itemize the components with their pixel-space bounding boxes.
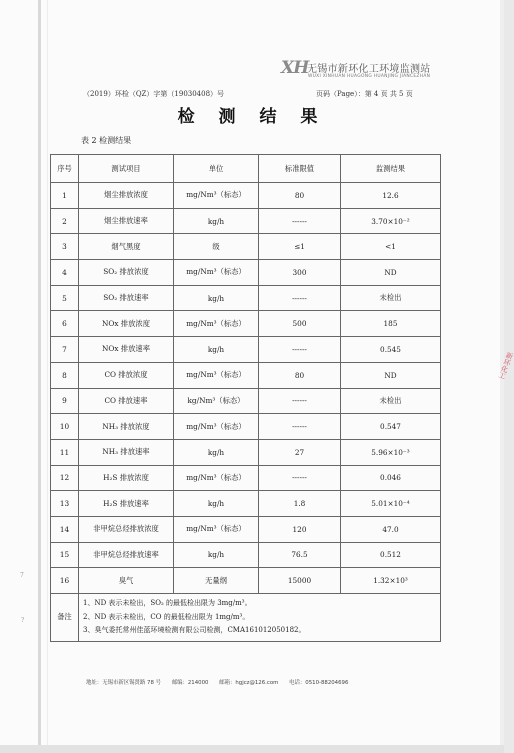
cell-result: ND	[341, 260, 441, 286]
cell-result: ND	[341, 362, 441, 388]
cell-limit: 76.5	[259, 542, 341, 568]
margin-mark: 7	[20, 572, 24, 579]
cell-limit: ------	[259, 208, 341, 234]
cell-seq: 8	[51, 362, 79, 388]
cell-unit: kg/h	[174, 337, 259, 363]
org-name: 无锡市新环化工环境监测站	[307, 64, 431, 75]
cell-unit: 无量纲	[174, 568, 259, 594]
cell-result: 12.6	[341, 183, 441, 209]
cell-test-item: 烟尘排放速率	[79, 208, 174, 234]
cell-seq: 15	[51, 542, 79, 568]
cell-result: 47.0	[341, 516, 441, 542]
cell-test-item: NOx 排放速率	[79, 337, 174, 363]
cell-result: <1	[341, 234, 441, 260]
cell-limit: 1.8	[259, 491, 341, 517]
table-row	[51, 311, 441, 337]
header-result: 监测结果	[341, 155, 441, 183]
cell-result: 0.547	[341, 414, 441, 440]
cell-test-item: SO₂ 排放浓度	[79, 260, 174, 286]
cell-limit: 15000	[259, 568, 341, 594]
table-row	[51, 516, 441, 542]
table-row	[51, 491, 441, 517]
footer	[86, 678, 357, 686]
org-name-en: WUXI XINHUAN HUAGONG HUANJING JIANCEZHAN	[308, 74, 431, 79]
logo-mark: XH	[281, 58, 309, 78]
table-row	[51, 439, 441, 465]
cell-limit: ≤1	[259, 234, 341, 260]
page-edge-bottom	[0, 745, 504, 753]
cell-limit: 300	[259, 260, 341, 286]
cell-result: 5.01×10⁻⁴	[341, 491, 441, 517]
table-row	[51, 183, 441, 209]
cell-result: 0.046	[341, 465, 441, 491]
cell-test-item: NH₃ 排放浓度	[79, 414, 174, 440]
footer-address: 地址：无锡市新区锡贤路 78 号	[86, 680, 161, 686]
cell-limit: ------	[259, 388, 341, 414]
cell-result: 3.70×10⁻²	[341, 208, 441, 234]
cell-test-item: CO 排放浓度	[79, 362, 174, 388]
table-row	[51, 234, 441, 260]
note-line: 1、ND 表示未检出，SO₂ 的最低检出限为 3mg/m³。	[83, 599, 252, 607]
table-row	[51, 362, 441, 388]
cell-seq: 12	[51, 465, 79, 491]
document-number: （2019）环检（QZ）字第（19030408）号	[83, 90, 225, 98]
cell-seq: 6	[51, 311, 79, 337]
cell-seq: 7	[51, 337, 79, 363]
header-unit: 单位	[174, 155, 259, 183]
cell-limit: ------	[259, 337, 341, 363]
footer-email: 邮箱：hgjcz@126.com	[219, 680, 279, 686]
cell-seq: 13	[51, 491, 79, 517]
cell-limit: 27	[259, 439, 341, 465]
cell-limit: 500	[259, 311, 341, 337]
footer-postcode: 邮编：214000	[171, 680, 209, 686]
cell-result: 0.545	[341, 337, 441, 363]
table-row	[51, 414, 441, 440]
cell-test-item: CO 排放速率	[79, 388, 174, 414]
cell-test-item: NH₃ 排放速率	[79, 439, 174, 465]
cell-unit: mg/Nm³（标态）	[174, 414, 259, 440]
cell-test-item: 烟尘排放浓度	[79, 183, 174, 209]
cell-seq: 9	[51, 388, 79, 414]
cell-unit: kg/h	[174, 439, 259, 465]
cell-unit: mg/Nm³（标态）	[174, 516, 259, 542]
cell-result: 0.512	[341, 542, 441, 568]
cell-result: 5.96×10⁻³	[341, 439, 441, 465]
cell-unit: 级	[174, 234, 259, 260]
seal-stamp-fragment: 新环化工	[497, 351, 514, 381]
cell-seq: 5	[51, 285, 79, 311]
cell-limit: 80	[259, 183, 341, 209]
cell-seq: 14	[51, 516, 79, 542]
table-row	[51, 542, 441, 568]
margin-mark: ?	[21, 617, 25, 624]
cell-test-item: NOx 排放浓度	[79, 311, 174, 337]
cell-unit: kg/h	[174, 208, 259, 234]
notes-content	[79, 594, 441, 642]
note-line: 3、臭气委托常州佳蓝环境检测有限公司检测，CMA161012050182。	[83, 626, 306, 634]
cell-test-item: 非甲烷总烃排放浓度	[79, 516, 174, 542]
cell-limit: ------	[259, 465, 341, 491]
cell-seq: 10	[51, 414, 79, 440]
notes-row	[51, 594, 441, 642]
cell-unit: mg/Nm³（标态）	[174, 260, 259, 286]
header-test-item: 测试项目	[79, 155, 174, 183]
cell-seq: 3	[51, 234, 79, 260]
cell-limit: 120	[259, 516, 341, 542]
cell-unit: kg/Nm³（标态）	[174, 388, 259, 414]
cell-test-item: H₂S 排放速率	[79, 491, 174, 517]
cell-unit: mg/Nm³（标态）	[174, 311, 259, 337]
header-limit: 标准限值	[259, 155, 341, 183]
cell-result: 未检出	[341, 285, 441, 311]
cell-unit: kg/h	[174, 491, 259, 517]
cell-seq: 11	[51, 439, 79, 465]
cell-result: 未检出	[341, 388, 441, 414]
cell-limit: ------	[259, 414, 341, 440]
cell-seq: 1	[51, 183, 79, 209]
table-row	[51, 388, 441, 414]
cell-unit: mg/Nm³（标态）	[174, 183, 259, 209]
table-header-row	[51, 155, 441, 183]
cell-unit: mg/Nm³（标态）	[174, 465, 259, 491]
cell-test-item: H₂S 排放浓度	[79, 465, 174, 491]
table-row	[51, 208, 441, 234]
cell-seq: 2	[51, 208, 79, 234]
table-row	[51, 260, 441, 286]
cell-seq: 16	[51, 568, 79, 594]
page-title: 检 测 结 果	[177, 107, 327, 127]
cell-test-item: 臭气	[79, 568, 174, 594]
cell-unit: mg/Nm³（标态）	[174, 362, 259, 388]
cell-limit: ------	[259, 285, 341, 311]
cell-test-item: 非甲烷总烃排放速率	[79, 542, 174, 568]
results-table	[50, 154, 441, 642]
notes-label: 备注	[51, 594, 79, 642]
cell-unit: kg/h	[174, 542, 259, 568]
table-row	[51, 568, 441, 594]
table-row	[51, 465, 441, 491]
cell-test-item: SO₂ 排放速率	[79, 285, 174, 311]
cell-result: 185	[341, 311, 441, 337]
header-seq: 序号	[51, 155, 79, 183]
table-row	[51, 285, 441, 311]
cell-unit: kg/h	[174, 285, 259, 311]
page-number: 页码（Page）：第 4 页 共 5 页	[316, 90, 413, 98]
cell-result: 1.32×10³	[341, 568, 441, 594]
cell-limit: 80	[259, 362, 341, 388]
table-row	[51, 337, 441, 363]
cell-test-item: 烟气黑度	[79, 234, 174, 260]
table-caption: 表 2 检测结果	[81, 136, 132, 145]
note-line: 2、ND 表示未检出，CO 的最低检出限为 1mg/m³。	[83, 612, 250, 621]
footer-phone: 电话：0510-88204696	[289, 680, 349, 686]
cell-seq: 4	[51, 260, 79, 286]
